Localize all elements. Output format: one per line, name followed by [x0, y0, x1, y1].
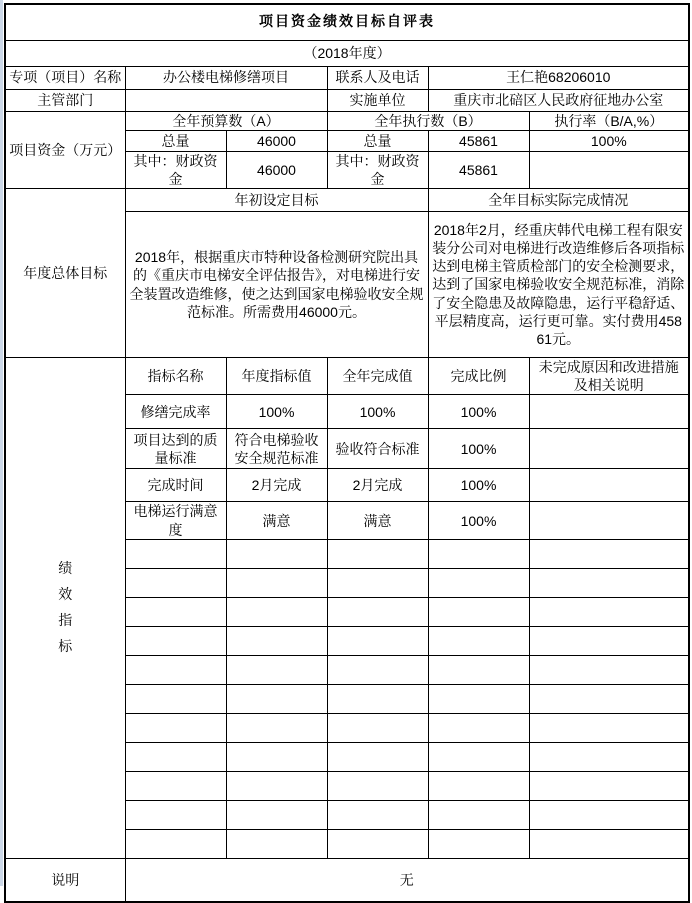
empty-cell — [226, 626, 327, 655]
indicator-remark — [529, 502, 689, 539]
indicators-section-label: 绩效指标 — [5, 358, 125, 859]
execution-header: 全年执行数（B） — [327, 111, 529, 130]
indicator-completed: 2月完成 — [327, 469, 428, 502]
empty-cell — [125, 597, 226, 626]
budget-fiscal-value: 46000 — [226, 151, 327, 188]
annual-goal-section-label: 年度总体目标 — [5, 189, 125, 358]
funds-section-label: 项目资金（万元） — [5, 111, 125, 189]
contact-value: 王仁艳68206010 — [428, 66, 689, 89]
dept-value — [125, 89, 327, 111]
indicator-header-remark: 未完成原因和改进措施及相关说明 — [529, 358, 689, 395]
empty-cell — [327, 800, 428, 829]
empty-cell — [125, 713, 226, 742]
empty-cell — [226, 800, 327, 829]
empty-cell — [125, 626, 226, 655]
budget-total-label: 总量 — [125, 130, 226, 151]
empty-cell — [226, 742, 327, 771]
indicator-completed: 满意 — [327, 502, 428, 539]
empty-cell — [327, 713, 428, 742]
empty-cell — [125, 684, 226, 713]
empty-cell — [529, 626, 689, 655]
empty-cell — [529, 771, 689, 800]
empty-cell — [327, 829, 428, 858]
empty-cell — [428, 800, 529, 829]
empty-cell — [428, 771, 529, 800]
empty-cell — [327, 568, 428, 597]
notes-content: 无 — [125, 858, 689, 902]
project-name-value: 办公楼电梯修缮项目 — [125, 66, 327, 89]
empty-cell — [125, 771, 226, 800]
empty-cell — [529, 568, 689, 597]
empty-cell — [226, 655, 327, 684]
empty-cell — [226, 713, 327, 742]
impl-unit-value: 重庆市北碚区人民政府征地办公室 — [428, 89, 689, 111]
indicator-completed: 验收符合标准 — [327, 429, 428, 469]
indicator-target: 满意 — [226, 502, 327, 539]
empty-cell — [428, 655, 529, 684]
empty-cell — [327, 742, 428, 771]
dept-label: 主管部门 — [5, 89, 125, 111]
indicator-ratio: 100% — [428, 395, 529, 429]
empty-cell — [327, 655, 428, 684]
empty-cell — [529, 742, 689, 771]
empty-cell — [125, 539, 226, 568]
empty-cell — [125, 800, 226, 829]
empty-cell — [529, 800, 689, 829]
self-evaluation-form — [4, 3, 690, 903]
empty-cell — [529, 684, 689, 713]
indicator-completed: 100% — [327, 395, 428, 429]
initial-goal-text: 2018年，根据重庆市特种设备检测研究院出具的《重庆市电梯安全评估报告》，对电梯进行安全装置改造维修，使之达到国家电梯验收安全规范标准。所需费用46000元。 — [125, 212, 428, 358]
empty-cell — [226, 684, 327, 713]
empty-cell — [327, 597, 428, 626]
empty-cell — [428, 684, 529, 713]
indicator-target: 符合电梯验收安全规范标准 — [226, 429, 327, 469]
empty-cell — [428, 568, 529, 597]
indicator-name: 完成时间 — [125, 469, 226, 502]
empty-cell — [226, 829, 327, 858]
project-name-label: 专项（项目）名称 — [5, 66, 125, 89]
empty-cell — [226, 568, 327, 597]
actual-goal-text: 2018年2月，经重庆韩代电梯工程有限安装分公司对电梯进行改造维修后各项指标达到电梯主管质检部门的安全检测要求，达到了国家电梯验收安全规范标准，消除了安全隐患及故障隐患，运行平稳舒适、平层精度高，运行更可靠。实付费用45861元。 — [428, 212, 689, 358]
exec-total-label: 总量 — [327, 130, 428, 151]
empty-cell — [529, 539, 689, 568]
empty-cell — [125, 829, 226, 858]
exec-fiscal-value: 45861 — [428, 151, 529, 188]
empty-cell — [226, 771, 327, 800]
empty-cell — [327, 539, 428, 568]
window-edge-strip — [0, 0, 3, 886]
empty-cell — [327, 626, 428, 655]
indicator-name: 修缮完成率 — [125, 395, 226, 429]
initial-goal-header: 年初设定目标 — [125, 189, 428, 212]
budget-fiscal-label: 其中：财政资金 — [125, 151, 226, 188]
indicator-target: 2月完成 — [226, 469, 327, 502]
indicator-remark — [529, 469, 689, 502]
empty-cell — [226, 539, 327, 568]
form-subtitle-year: （2018年度） — [5, 40, 689, 66]
budget-total-value: 46000 — [226, 130, 327, 151]
exec-total-value: 45861 — [428, 130, 529, 151]
empty-cell — [428, 626, 529, 655]
indicator-remark — [529, 429, 689, 469]
indicator-ratio: 100% — [428, 469, 529, 502]
empty-cell — [125, 568, 226, 597]
empty-cell — [428, 829, 529, 858]
empty-cell — [529, 597, 689, 626]
empty-cell — [529, 713, 689, 742]
empty-cell — [428, 539, 529, 568]
indicator-name: 电梯运行满意度 — [125, 502, 226, 539]
empty-cell — [125, 742, 226, 771]
indicator-ratio: 100% — [428, 429, 529, 469]
budget-header: 全年预算数（A） — [125, 111, 327, 130]
indicator-name: 项目达到的质量标准 — [125, 429, 226, 469]
empty-cell — [428, 713, 529, 742]
empty-cell — [428, 597, 529, 626]
indicator-header-name: 指标名称 — [125, 358, 226, 395]
rate-header: 执行率（B/A,%） — [529, 111, 689, 130]
empty-cell — [125, 655, 226, 684]
rate-fiscal-value — [529, 151, 689, 188]
empty-cell — [529, 829, 689, 858]
indicator-remark — [529, 395, 689, 429]
actual-goal-header: 全年目标实际完成情况 — [428, 189, 689, 212]
empty-cell — [327, 771, 428, 800]
indicator-header-target: 年度指标值 — [226, 358, 327, 395]
indicator-ratio: 100% — [428, 502, 529, 539]
indicator-target: 100% — [226, 395, 327, 429]
rate-total-value: 100% — [529, 130, 689, 151]
empty-cell — [529, 655, 689, 684]
exec-fiscal-label: 其中：财政资金 — [327, 151, 428, 188]
contact-label: 联系人及电话 — [327, 66, 428, 89]
empty-cell — [428, 742, 529, 771]
impl-unit-label: 实施单位 — [327, 89, 428, 111]
empty-cell — [226, 597, 327, 626]
notes-label: 说明 — [5, 858, 125, 902]
form-title: 项目资金绩效目标自评表 — [5, 4, 689, 40]
indicator-header-ratio: 完成比例 — [428, 358, 529, 395]
indicator-header-completed: 全年完成值 — [327, 358, 428, 395]
empty-cell — [327, 684, 428, 713]
